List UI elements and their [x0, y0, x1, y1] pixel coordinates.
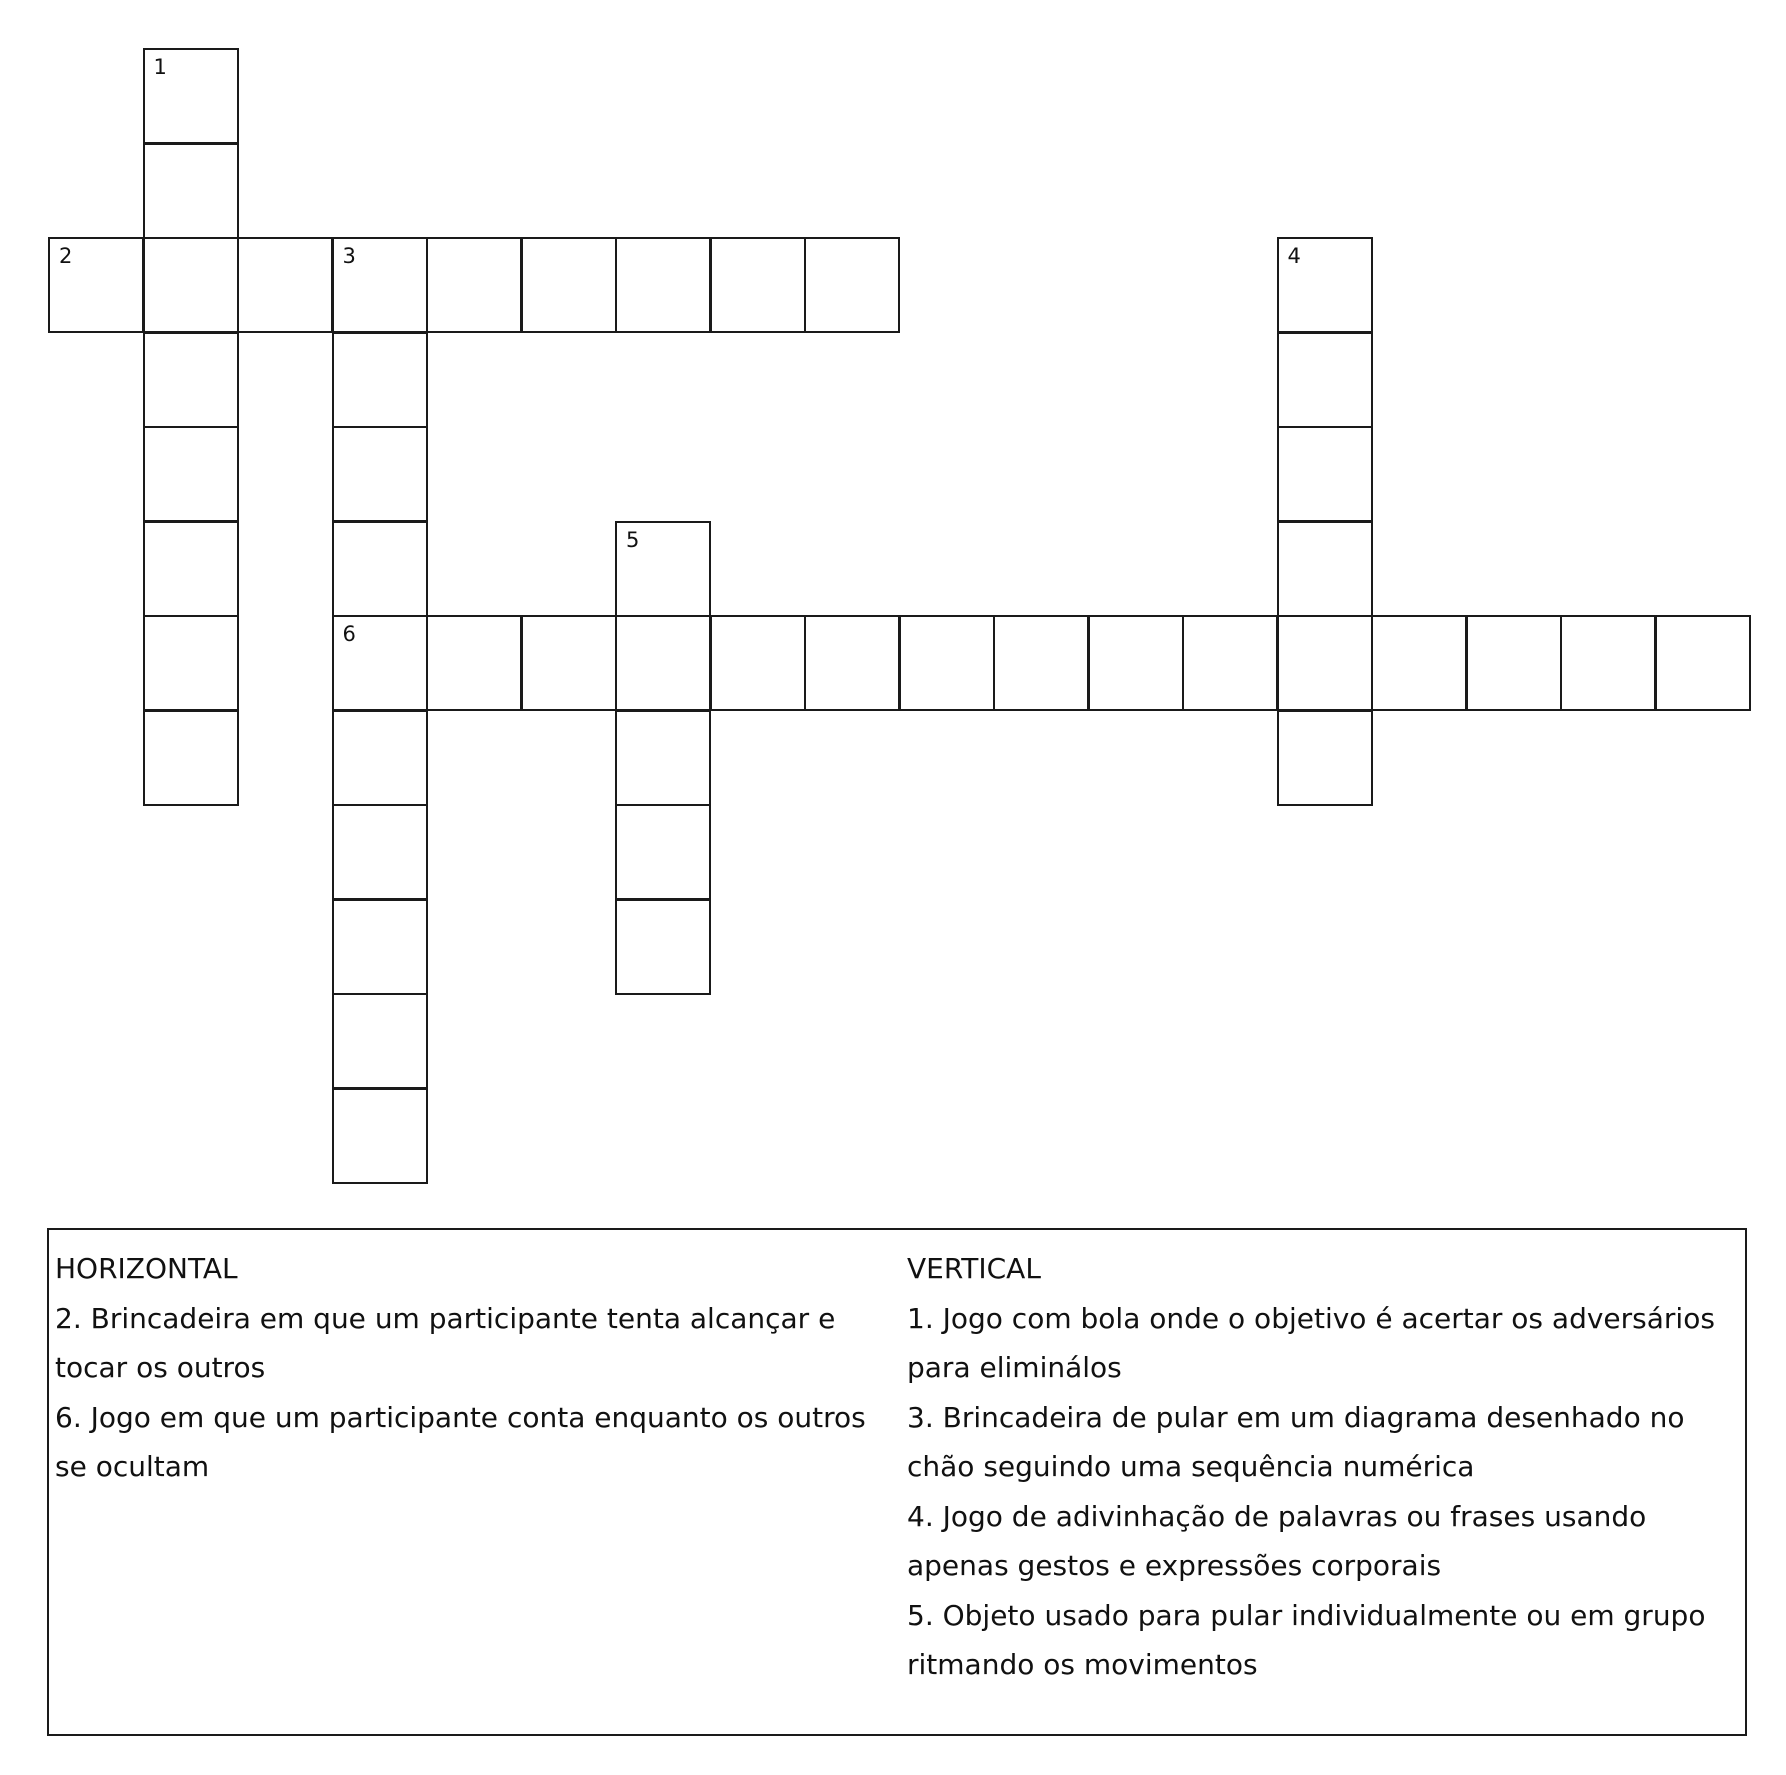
grid-cell-r5-c3[interactable] [332, 521, 428, 617]
grid-cell-r2-c13[interactable] [1277, 237, 1373, 333]
clue-vertical-1: 1. Jogo com bola onde o objetivo é acertar os adversários para eliminálos [907, 1301, 1715, 1384]
grid-cell-r6-c13[interactable] [1277, 615, 1373, 711]
grid-cell-r4-c1[interactable] [143, 426, 239, 522]
grid-cell-r6-c8[interactable] [804, 615, 900, 711]
grid-cell-r2-c3[interactable] [332, 237, 428, 333]
vertical-heading: VERTICAL [907, 1252, 1041, 1285]
clue-number-5: 5 [626, 527, 640, 552]
clue-number-1: 1 [153, 55, 167, 79]
grid-cell-r0-c1[interactable] [143, 48, 239, 144]
horizontal-clues [55, 1244, 895, 1492]
clue-vertical-4: 4. Jogo de adivinhação de palavras ou frases usando apenas gestos e expressões corporais [907, 1499, 1647, 1582]
grid-cell-r8-c6[interactable] [615, 804, 711, 900]
grid-cell-r2-c4[interactable] [426, 237, 522, 333]
clue-number-2: 2 [59, 244, 73, 268]
grid-cell-r2-c8[interactable] [804, 237, 900, 333]
grid-cell-r6-c16[interactable] [1560, 615, 1656, 711]
grid-cell-r2-c7[interactable] [710, 237, 806, 333]
grid-cell-r6-c12[interactable] [1182, 615, 1278, 711]
grid-cell-r9-c6[interactable] [615, 899, 711, 995]
grid-cell-r6-c15[interactable] [1466, 615, 1562, 711]
grid-cell-r6-c5[interactable] [521, 615, 617, 711]
grid-cell-r6-c17[interactable] [1655, 615, 1751, 711]
clue-vertical-5: 5. Objeto usado para pular individualmente ou em grupo ritmando os movimentos [907, 1598, 1706, 1681]
grid-cell-r7-c13[interactable] [1277, 710, 1373, 806]
grid-cell-r6-c9[interactable] [899, 615, 995, 711]
grid-cell-r7-c3[interactable] [332, 710, 428, 806]
grid-cell-r1-c1[interactable] [143, 143, 239, 239]
clue-horizontal-2: 2. Brincadeira em que um participante tenta alcançar e tocar os outros [55, 1301, 836, 1384]
clue-number-3: 3 [342, 244, 356, 268]
grid-cell-r6-c10[interactable] [993, 615, 1089, 711]
grid-cell-r3-c1[interactable] [143, 332, 239, 428]
clue-horizontal-6: 6. Jogo em que um participante conta enquanto os outros se ocultam [55, 1400, 866, 1483]
grid-cell-r9-c3[interactable] [332, 899, 428, 995]
grid-cell-r5-c1[interactable] [143, 521, 239, 617]
grid-cell-r4-c13[interactable] [1277, 426, 1373, 522]
grid-cell-r2-c6[interactable] [615, 237, 711, 333]
grid-cell-r6-c14[interactable] [1371, 615, 1467, 711]
clue-vertical-3: 3. Brincadeira de pular em um diagrama desenhado no chão seguindo uma sequência numérica [907, 1400, 1685, 1483]
grid-cell-r6-c6[interactable] [615, 615, 711, 711]
clue-number-4: 4 [1287, 244, 1301, 268]
clues-panel [47, 1228, 1747, 1736]
grid-cell-r5-c13[interactable] [1277, 521, 1373, 617]
grid-cell-r6-c4[interactable] [426, 615, 522, 711]
grid-cell-r10-c3[interactable] [332, 993, 428, 1089]
grid-cell-r7-c1[interactable] [143, 710, 239, 806]
grid-cell-r2-c2[interactable] [237, 237, 333, 333]
grid-cell-r7-c6[interactable] [615, 710, 711, 806]
grid-cell-r6-c11[interactable] [1088, 615, 1184, 711]
grid-cell-r2-c0[interactable] [48, 237, 144, 333]
grid-cell-r6-c3[interactable] [332, 615, 428, 711]
grid-cell-r3-c13[interactable] [1277, 332, 1373, 428]
horizontal-heading: HORIZONTAL [55, 1252, 238, 1285]
vertical-clues [907, 1244, 1737, 1690]
grid-cell-r4-c3[interactable] [332, 426, 428, 522]
grid-cell-r6-c7[interactable] [710, 615, 806, 711]
grid-cell-r6-c1[interactable] [143, 615, 239, 711]
grid-cell-r5-c6[interactable] [615, 521, 711, 617]
grid-cell-r2-c5[interactable] [521, 237, 617, 333]
grid-cell-r2-c1[interactable] [143, 237, 239, 333]
grid-cell-r3-c3[interactable] [332, 332, 428, 428]
clue-number-6: 6 [342, 622, 356, 646]
grid-cell-r8-c3[interactable] [332, 804, 428, 900]
grid-cell-r11-c3[interactable] [332, 1088, 428, 1184]
